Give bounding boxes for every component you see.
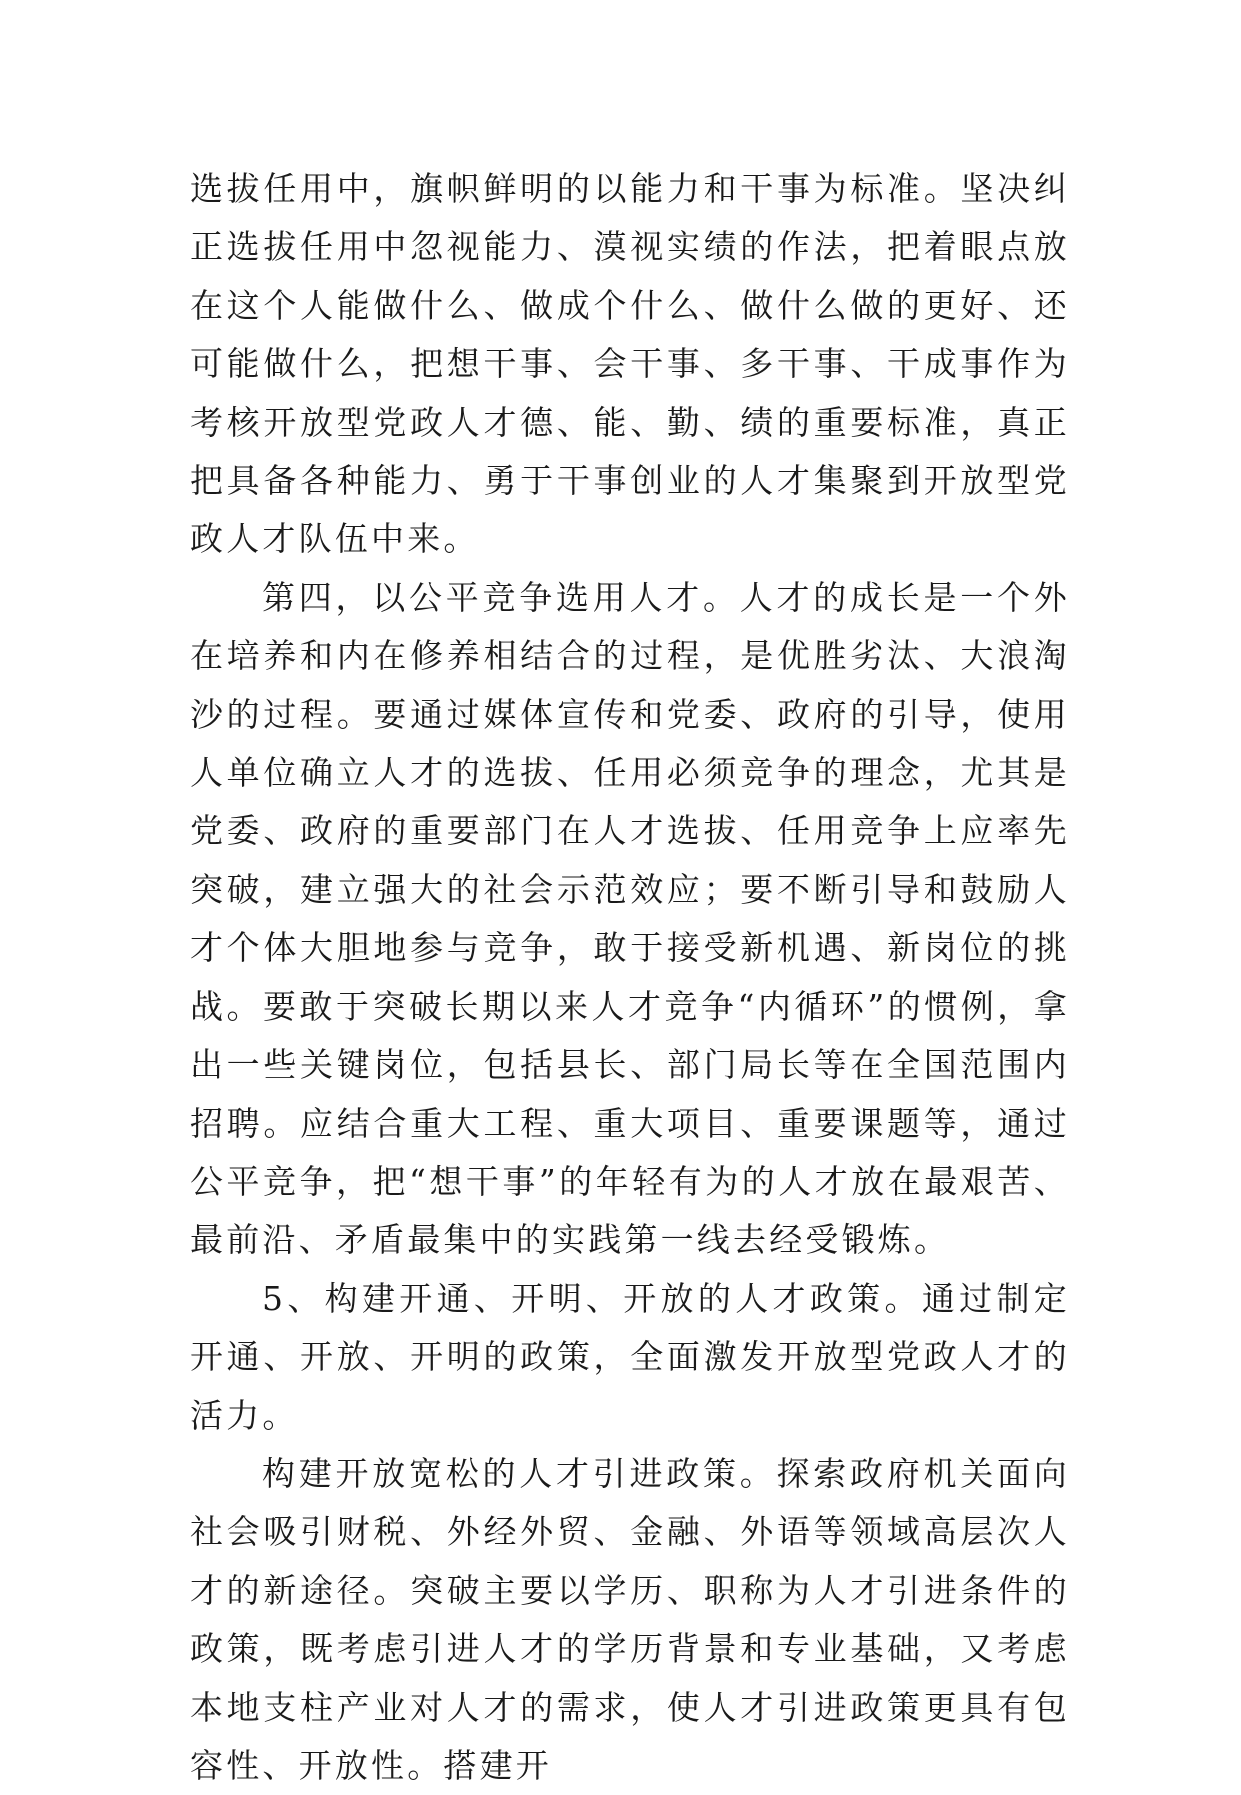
document-body — [190, 160, 1070, 1795]
paragraph-3: 5、构建开通、开明、开放的人才政策。通过制定开通、开放、开明的政策，全面激发开放型党政人才的活力。 — [190, 1278, 1070, 1435]
paragraph-2: 第四，以公平竞争选用人才。人才的成长是一个外在培养和内在修养相结合的过程，是优胜劣汰、大浪淘沙的过程。要通过媒体宣传和党委、政府的引导，使用人单位确立人才的选拔、任用必须竞争的理念，尤其是党委、政府的重要部门在人才选拔、任用竞争上应率先突破，建立强大的社会示范效应；要不断引导和鼓励人才个体大胆地参与竞争，敢于接受新机遇、新岗位的挑战。要敢于突破长期以来人才竞争“内循环”的惯例，拿出一些关键岗位，包括县长、部门局长等在全国范围内招聘。应结合重大工程、重大项目、重要课题等，通过公平竞争，把“想干事”的年轻有为的人才放在最艰苦、最前沿、矛盾最集中的实践第一线去经受锻炼。 — [190, 577, 1070, 1260]
paragraph-4: 构建开放宽松的人才引进政策。探索政府机关面向社会吸引财税、外经外贸、金融、外语等领域高层次人才的新途径。突破主要以学历、职称为人才引进条件的政策，既考虑引进人才的学历背景和专业基础，又考虑本地支柱产业对人才的需求，使人才引进政策更具有包容性、开放性。搭建开 — [190, 1453, 1070, 1785]
paragraph-1: 选拔任用中，旗帜鲜明的以能力和干事为标准。坚决纠正选拔任用中忽视能力、漠视实绩的作法，把着眼点放在这个人能做什么、做成个什么、做什么做的更好、还可能做什么，把想干事、会干事、多干事、干成事作为考核开放型党政人才德、能、勤、绩的重要标准，真正把具备各种能力、勇于干事创业的人才集聚到开放型党政人才队伍中来。 — [190, 169, 1070, 559]
